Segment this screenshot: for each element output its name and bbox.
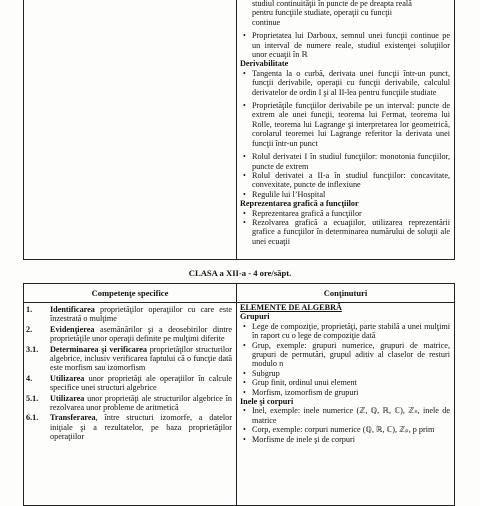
table-header-row	[24, 284, 455, 303]
reprezentare-list	[240, 209, 450, 247]
competence-number: 2.	[26, 324, 33, 334]
competence-verb: Determinarea şi verificarea	[50, 344, 147, 354]
inele-heading: Inele şi corpuri	[240, 397, 294, 407]
competence-number: 3.1.	[26, 344, 39, 354]
list-item: • Morfism, izomorfism de grupuri	[252, 388, 450, 397]
competence-verb: Utilizarea	[50, 393, 85, 403]
competence-verb: Evidenţierea	[50, 324, 95, 334]
continuation-line: continue	[252, 17, 281, 27]
competence-text: unor proprietăţi ale structurilor algebrice în rezolvarea unor probleme de aritmetică	[50, 393, 232, 413]
competence-item	[26, 413, 232, 441]
competence-verb: Transferarea	[50, 413, 96, 423]
competence-text: proprietăţilor operaţiilor cu care este înzestrată o mulţime	[50, 305, 232, 324]
continuation-line: studiul continuităţii în puncte de pe dreapta reală	[252, 0, 412, 8]
list-item: • Grup, exemple: grupuri numerice, grupuri de matrice, grupuri de permutări, grupul aditiv al claselor de resturi modulo n	[252, 341, 450, 369]
list-item: • Corp, exemple: corpuri numerice (ℚ, ℝ, ℂ), ℤₚ, p prim	[252, 425, 450, 434]
derivabilitate-list	[240, 69, 450, 199]
top-right-cell	[237, 0, 455, 260]
list-item: • Reprezentarea grafică a funcţiilor	[252, 209, 450, 218]
list-item: • Rolul derivatei I în studiul funcţiilor: monotonia funcţiilor, puncte de extrem	[252, 152, 450, 171]
competence-number: 1.	[26, 305, 33, 314]
top-left-cell	[24, 0, 237, 260]
competence-item	[26, 305, 232, 324]
competence-text: proprietăţilor structurilor algebrice, inclusiv verificarea faptului că o funcţie dată este morfism sau izomorfism	[50, 344, 232, 373]
list-item: • Inel, exemple: inele numerice (ℤ, ℚ, ℝ, ℂ), ℤₙ, inele de matrice	[252, 406, 450, 425]
reprezentare-heading: Reprezentarea grafică a funcţiilor	[240, 199, 359, 209]
list-item: • Morfisme de inele şi de corpuri	[252, 435, 450, 444]
list-item: • Grup finit, ordinul unui element	[252, 378, 450, 387]
competence-text: , între structuri izomorfe, a datelor iniţiale şi a rezultatelor, pe baza proprietăţilor operaţiilor	[50, 413, 232, 442]
continuation-text	[240, 0, 450, 27]
competence-item	[26, 394, 232, 413]
grupuri-list	[240, 322, 450, 397]
list-item: • Regulile lui l’Hospital	[252, 190, 450, 199]
continuity-list	[240, 31, 450, 59]
competence-text: asemănărilor şi a deosebirilor dintre proprietăţile unor operaţii definite pe mulţimi diferite	[50, 324, 232, 344]
competence-item	[26, 374, 232, 393]
section-title: ELEMENTE DE ALGEBRĂ	[240, 303, 342, 312]
competence-verb: Identificarea	[50, 305, 95, 314]
competences-cell	[24, 303, 237, 506]
competence-number: 6.1.	[26, 413, 39, 423]
continuation-line: pentru funcţiile studiate, operaţii cu funcţii	[252, 8, 393, 18]
competence-number: 4.	[26, 373, 33, 383]
competence-verb: Utilizarea	[50, 373, 85, 383]
competence-item	[26, 325, 232, 344]
competence-item	[26, 345, 232, 373]
header-competences: Competenţe specifice	[24, 284, 237, 303]
class-title: CLASA a XII-a - 4 ore/săpt.	[188, 268, 292, 278]
contents-cell	[237, 303, 455, 506]
list-item: • Proprietatea lui Darboux, semnul unei funcţii continue pe un interval de numere reale, studiul existenţei soluţiilor unor ecuaţii în ℝ	[252, 31, 450, 59]
list-item: • Rolul derivatei a II-a în studiul funcţiilor: concavitate, convexitate, puncte de inflexiune	[252, 171, 450, 190]
list-item: • Subgrup	[252, 369, 450, 378]
competence-text: unor proprietăţi ale operaţiilor în calcule specifice unei structuri algebrice	[50, 373, 232, 393]
competences-table	[23, 283, 455, 506]
top-curriculum-table	[23, 0, 455, 260]
list-item: • Proprietăţile funcţiilor derivabile pe un interval: puncte de extrem ale unei funcţii, teorema lui Fermat, teorema lui Rolle, teorema lui Lagrange şi interpretarea lor geometrică, corolarul teoremei lui Lagrange referitor la derivata unei funcţii într-un punct	[252, 101, 450, 148]
grupuri-heading: Grupuri	[240, 312, 270, 322]
derivabilitate-heading: Derivabilitate	[240, 59, 289, 69]
inele-list	[240, 406, 450, 444]
competence-number: 5.1.	[26, 393, 39, 403]
header-contents: Conţinuturi	[237, 284, 455, 303]
list-item: • Tangenta la o curbă, derivata unei funcţii într-un punct, funcţii derivabile, operaţii cu funcţii derivabile, calculul derivatelor de ordin I şi al II-lea pentru funcţiile studiate	[252, 69, 450, 97]
list-item: • Lege de compoziţie, proprietăţi, parte stabilă a unei mulţimi în raport cu o lege de compoziţie dată	[252, 322, 450, 341]
list-item: • Rezolvarea grafică a ecuaţiilor, utilizarea reprezentării grafice a funcţiilor în determinarea numărului de soluţii ale unei ecuaţii	[252, 218, 450, 246]
